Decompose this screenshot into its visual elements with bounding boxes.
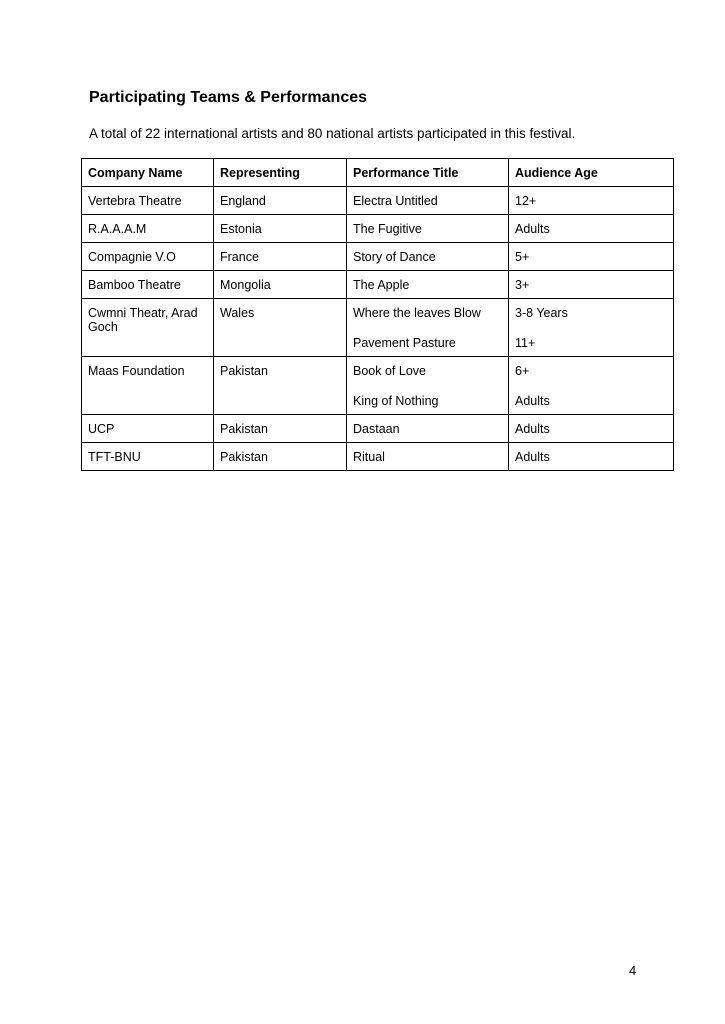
age-cell [509,415,674,443]
performance-title: King of Nothing [353,394,439,408]
age-cell [509,243,674,271]
intro-paragraph: A total of 22 international artists and 80 national artists participated in this festival. [89,126,576,141]
table-header-row [82,159,674,187]
country-cell: Wales [214,299,347,357]
performance-title: Where the leaves Blow [353,306,481,320]
page-number: 4 [629,963,637,978]
audience-age: Adults [515,222,550,236]
title-cell [347,187,509,215]
company-cell: Cwmni Theatr, Arad Goch [82,299,214,357]
age-cell [509,215,674,243]
title-cell [347,215,509,243]
audience-age: 12+ [515,194,537,208]
title-cell [347,443,509,471]
performance-title: Electra Untitled [353,194,438,208]
performance-title: Story of Dance [353,250,436,264]
company-cell: TFT-BNU [82,443,214,471]
age-cell [509,187,674,215]
title-cell [347,271,509,299]
title-cell [347,357,509,415]
company-cell: Compagnie V.O [82,243,214,271]
table-row [82,187,674,215]
performance-title: Book of Love [353,364,426,378]
audience-age: 3+ [515,278,530,292]
country-cell: Estonia [214,215,347,243]
table-row [82,215,674,243]
age-cell [509,443,674,471]
section-heading: Participating Teams & Performances [89,89,368,106]
country-cell: Mongolia [214,271,347,299]
table-row [82,443,674,471]
audience-age: 6+ [515,364,530,378]
age-cell [509,271,674,299]
table-row [82,271,674,299]
audience-age: Adults [515,394,550,408]
table-row [82,415,674,443]
country-cell: Pakistan [214,443,347,471]
age-cell [509,357,674,415]
performances-table [81,158,674,471]
header-audience-age: Audience Age [509,159,674,187]
company-cell: Vertebra Theatre [82,187,214,215]
header-representing: Representing [214,159,347,187]
performance-title: The Fugitive [353,222,422,236]
audience-age: 5+ [515,250,530,264]
audience-age: Adults [515,450,550,464]
company-cell: Bamboo Theatre [82,271,214,299]
country-cell: England [214,187,347,215]
table-row [82,243,674,271]
company-cell: R.A.A.A.M [82,215,214,243]
audience-age: 11+ [515,336,536,350]
performance-title: Ritual [353,450,385,464]
performance-title: The Apple [353,278,410,292]
table-row [82,299,674,357]
age-cell [509,299,674,357]
company-cell: UCP [82,415,214,443]
company-cell: Maas Foundation [82,357,214,415]
country-cell: Pakistan [214,357,347,415]
performance-title: Dastaan [353,422,400,436]
title-cell [347,243,509,271]
table-row [82,357,674,415]
header-company-name: Company Name [82,159,214,187]
country-cell: Pakistan [214,415,347,443]
title-cell [347,415,509,443]
title-cell [347,299,509,357]
audience-age: 3-8 Years [515,306,568,320]
country-cell: France [214,243,347,271]
audience-age: Adults [515,422,550,436]
header-performance-title: Performance Title [347,159,509,187]
performance-title: Pavement Pasture [353,336,456,350]
